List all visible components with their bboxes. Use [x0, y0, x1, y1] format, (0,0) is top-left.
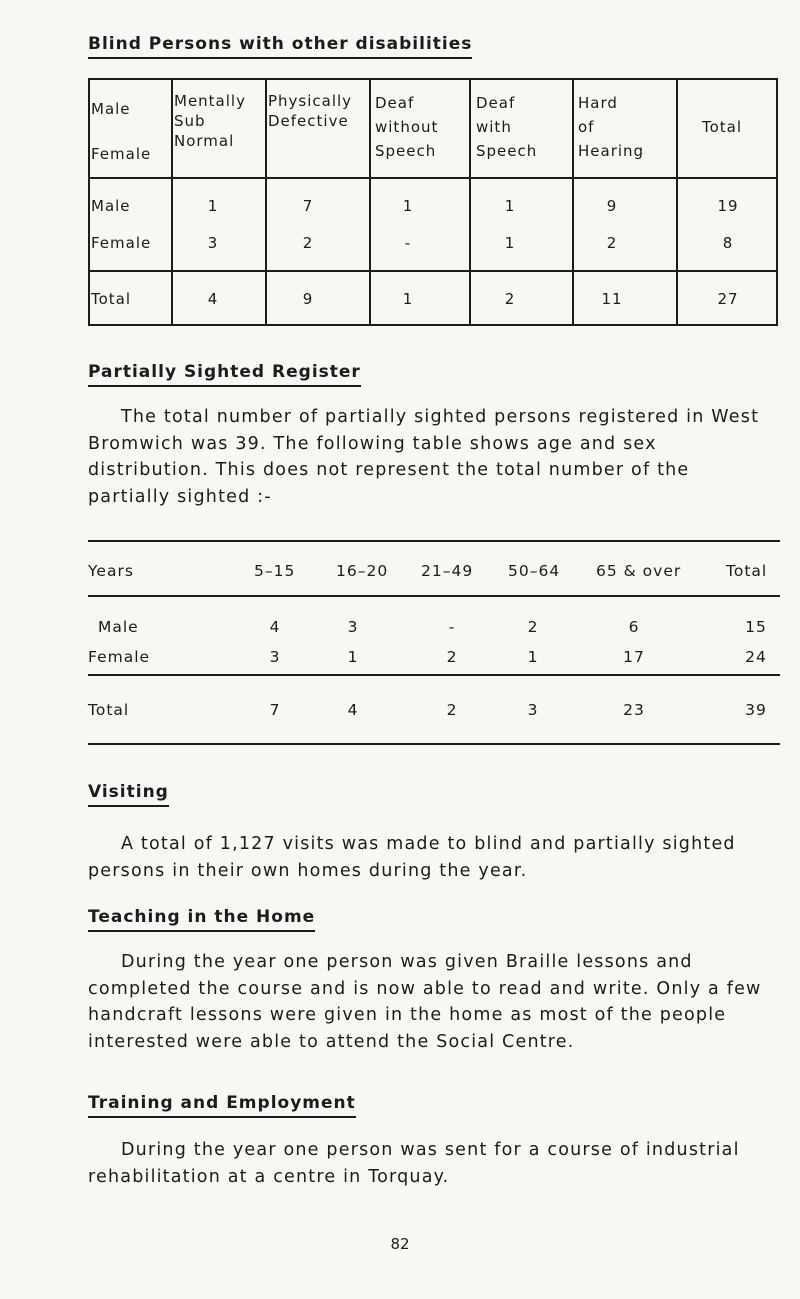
row-label-female: Female	[91, 234, 152, 252]
training-heading: Training and Employment	[88, 1093, 356, 1118]
cell-male-mentally: 1	[207, 197, 219, 215]
age-distribution-table	[88, 540, 780, 745]
cell-female-hard-of-hearing: 2	[606, 234, 618, 252]
age-male-65-over: 6	[628, 618, 640, 636]
age-header-total: Total	[726, 562, 768, 580]
age-row-label-total: Total	[88, 701, 130, 719]
visiting-paragraph: A total of 1,127 visits was made to blind and partially sighted persons in their own homes during the year.	[88, 834, 736, 881]
header-hard-of-hearing: Hard of Hearing	[578, 94, 645, 160]
age-male-16-20: 3	[347, 618, 359, 636]
age-row-label-male: Male	[98, 618, 139, 636]
header-deaf-with-speech: Deaf with Speech	[476, 94, 538, 160]
row-label-male: Male	[91, 197, 131, 215]
partially-sighted-paragraph: The total number of partially sighted persons registered in West Bromwich was 39. The following table shows age and sex distribution. This does not represent the total number of the partially sighted :-	[88, 407, 760, 507]
visiting-heading: Visiting	[88, 782, 169, 807]
header-deaf-without-speech: Deaf without Speech	[375, 94, 439, 160]
age-male-total: 15	[745, 618, 767, 636]
teaching-paragraph: During the year one person was given Braille lessons and completed the course and is now able to read and write. Only a few handcraft lessons were given in the home as most of the people interested were able to attend the Social Centre.	[88, 952, 762, 1052]
age-row-label-female: Female	[88, 648, 151, 666]
age-total-50-64: 3	[527, 701, 539, 719]
main-heading: Blind Persons with other disabilities	[88, 34, 472, 59]
cell-female-deaf-without: -	[404, 234, 412, 252]
header-physically-defective: Physically Defective	[268, 92, 353, 130]
age-female-16-20: 1	[347, 648, 359, 666]
age-female-total: 24	[745, 648, 767, 666]
age-header-5-15: 5–15	[254, 562, 296, 580]
age-male-50-64: 2	[527, 618, 539, 636]
corner-female: Female	[91, 145, 152, 163]
cell-total-hard-of-hearing: 11	[601, 290, 623, 308]
age-total-total: 39	[745, 701, 767, 719]
cell-male-deaf-without: 1	[402, 197, 414, 215]
age-female-5-15: 3	[269, 648, 281, 666]
cell-total-deaf-with: 2	[504, 290, 516, 308]
age-female-21-49: 2	[446, 648, 458, 666]
age-total-5-15: 7	[269, 701, 281, 719]
age-total-21-49: 2	[446, 701, 458, 719]
page-number: 82	[390, 1235, 410, 1253]
age-female-50-64: 1	[527, 648, 539, 666]
cell-male-total: 19	[717, 197, 739, 215]
cell-total-mentally: 4	[207, 290, 219, 308]
age-total-65-over: 23	[623, 701, 645, 719]
age-header-65-over: 65 & over	[596, 562, 682, 580]
cell-total-deaf-without: 1	[402, 290, 414, 308]
corner-male: Male	[91, 100, 131, 118]
age-male-5-15: 4	[269, 618, 281, 636]
header-total: Total	[702, 118, 743, 136]
partially-sighted-heading: Partially Sighted Register	[88, 362, 361, 387]
age-male-21-49: -	[448, 618, 456, 636]
age-total-16-20: 4	[347, 701, 359, 719]
cell-female-total: 8	[722, 234, 734, 252]
age-header-50-64: 50–64	[508, 562, 561, 580]
disabilities-table	[88, 78, 778, 326]
age-header-years: Years	[88, 562, 134, 580]
age-female-65-over: 17	[623, 648, 645, 666]
age-header-21-49: 21–49	[421, 562, 474, 580]
cell-female-physically: 2	[302, 234, 314, 252]
cell-male-hard-of-hearing: 9	[606, 197, 618, 215]
cell-total-physically: 9	[302, 290, 314, 308]
cell-female-mentally: 3	[207, 234, 219, 252]
training-paragraph: During the year one person was sent for a course of industrial rehabilitation at a centre in Torquay.	[88, 1140, 740, 1187]
header-mentally-sub-normal: Mentally Sub Normal	[174, 92, 246, 150]
cell-male-deaf-with: 1	[504, 197, 516, 215]
row-label-total: Total	[91, 290, 132, 308]
age-header-16-20: 16–20	[336, 562, 389, 580]
cell-female-deaf-with: 1	[504, 234, 516, 252]
cell-male-physically: 7	[302, 197, 314, 215]
cell-total-total: 27	[717, 290, 739, 308]
teaching-heading: Teaching in the Home	[88, 907, 315, 932]
